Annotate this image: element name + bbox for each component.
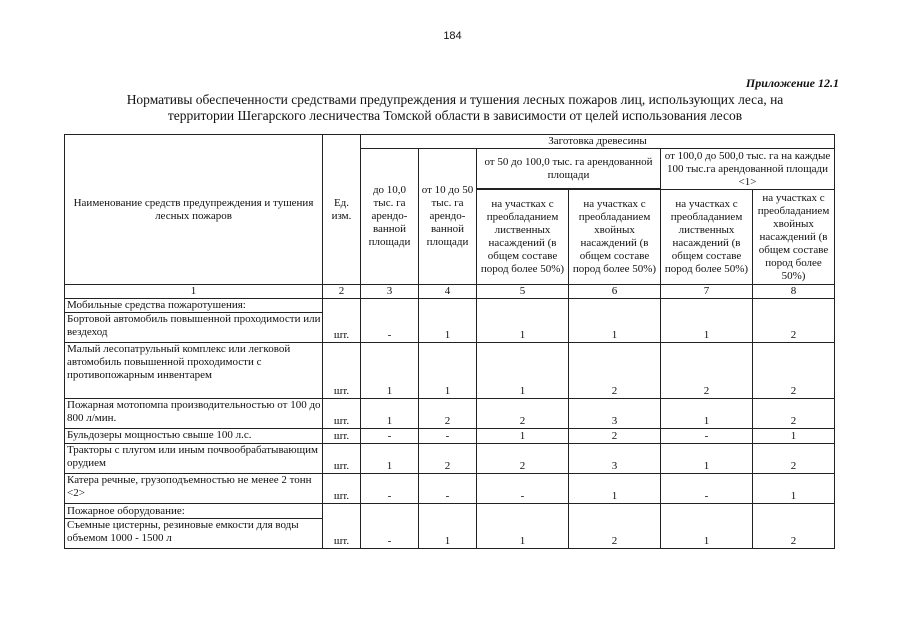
table-cell: - — [361, 429, 419, 444]
table-cell: 2 — [419, 444, 477, 474]
table-cell: 3 — [569, 399, 661, 429]
table-cell: 1 — [361, 343, 419, 399]
table-cell: 1 — [661, 299, 753, 343]
table-cell: 1 — [661, 504, 753, 549]
table-cell: - — [419, 474, 477, 504]
table-cell: - — [361, 474, 419, 504]
table-cell: 2 — [753, 343, 835, 399]
table-cell: 1 — [477, 299, 569, 343]
col-number: 2 — [323, 285, 361, 299]
table-cell: - — [661, 429, 753, 444]
header-name: Наименование средств предупреждения и тушения лесных пожаров — [65, 135, 323, 285]
table-cell: шт. — [323, 429, 361, 444]
header-col-4: от 10 до 50 тыс. га арендо-ванной площади — [419, 149, 477, 285]
table-cell: - — [419, 429, 477, 444]
table-row-name: Катера речные, грузоподъемностью не менее 2 тонн <2> — [65, 474, 323, 504]
title-line-2: территории Шегарского лесничества Томской области в зависимости от целей использования лесов — [167, 108, 743, 123]
header-unit: Ед. изм. — [323, 135, 361, 285]
table-cell: 1 — [477, 429, 569, 444]
table-row-name: Тракторы с плугом или иным почвообрабатывающим орудием — [65, 444, 323, 474]
col-number: 8 — [753, 285, 835, 299]
header-col-7: на участках с преобладанием лиственных насаждений (в общем составе пород более 50%) — [661, 190, 753, 285]
header-col-6: на участках с преобладанием хвойных насаждений (в общем составе пород более 50%) — [569, 190, 661, 285]
table-cell: 1 — [477, 504, 569, 549]
table-row-name: Бульдозеры мощностью свыше 100 л.с. — [65, 429, 323, 444]
table-cell: шт. — [323, 343, 361, 399]
table-cell: 1 — [419, 343, 477, 399]
table-cell: 1 — [661, 444, 753, 474]
table-cell: 1 — [419, 504, 477, 549]
header-col-3: до 10,0 тыс. га арендо-ванной площади — [361, 149, 419, 285]
table-cell: 2 — [753, 504, 835, 549]
document-title — [60, 92, 850, 124]
table-row — [65, 343, 835, 399]
table-cell: 1 — [569, 299, 661, 343]
table-cell: 2 — [661, 343, 753, 399]
table-row-name: Бортовой автомобиль повышенной проходимости или вездеход — [65, 313, 323, 343]
appendix-label: Приложение 12.1 — [745, 76, 839, 90]
col-number: 4 — [419, 285, 477, 299]
table-cell: 1 — [361, 444, 419, 474]
table-cell: 2 — [419, 399, 477, 429]
table-cell: - — [661, 474, 753, 504]
column-numbers-row — [65, 285, 835, 299]
table-cell: 1 — [753, 429, 835, 444]
col-number: 3 — [361, 285, 419, 299]
table-cell: шт. — [323, 444, 361, 474]
col-number: 1 — [65, 285, 323, 299]
table-cell: 1 — [661, 399, 753, 429]
table-cell: - — [361, 299, 419, 343]
header-group: Заготовка древесины — [361, 135, 835, 149]
table-cell: 2 — [477, 399, 569, 429]
section-heading-mobile: Мобильные средства пожаротушения: — [65, 299, 323, 313]
col-number: 5 — [477, 285, 569, 299]
table-row-name: Пожарная мотопомпа производительностью от 100 до 800 л/мин. — [65, 399, 323, 429]
table-cell: шт. — [323, 474, 361, 504]
table-cell: 1 — [569, 474, 661, 504]
table-cell: шт. — [323, 299, 361, 343]
section-heading-equipment: Пожарное оборудование: — [65, 504, 323, 519]
table-cell: 2 — [569, 504, 661, 549]
col-number: 7 — [661, 285, 753, 299]
header-col-8: на участках с преобладанием хвойных насаждений (в общем составе пород более 50%) — [753, 190, 835, 285]
page-number: 184 — [443, 30, 462, 42]
title-line-1: Нормативы обеспеченности средствами предупреждения и тушения лесных пожаров лиц, использующих леса, на — [126, 92, 784, 107]
table-cell: шт. — [323, 399, 361, 429]
header-col-5: на участках с преобладанием лиственных насаждений (в общем составе пород более 50%) — [477, 190, 569, 285]
col-number: 6 — [569, 285, 661, 299]
table-cell: 1 — [419, 299, 477, 343]
table-cell: 2 — [753, 399, 835, 429]
table-cell: - — [361, 504, 419, 549]
table-cell: 1 — [753, 474, 835, 504]
table-row — [65, 444, 835, 474]
table-cell: 3 — [569, 444, 661, 474]
table-cell: 2 — [569, 429, 661, 444]
table-cell: 2 — [477, 444, 569, 474]
norms-table — [64, 134, 835, 549]
table-cell: 2 — [753, 444, 835, 474]
table-cell: 1 — [477, 343, 569, 399]
table-row-name: Малый лесопатрульный комплекс или легковой автомобиль повышенной проходимости с противопожарным инвентарем — [65, 343, 323, 399]
table-cell: шт. — [323, 504, 361, 549]
header-group-78: от 100,0 до 500,0 тыс. га на каждые 100 тыс.га арендованной площади <1> — [661, 149, 835, 190]
table-cell: 1 — [361, 399, 419, 429]
table-row — [65, 474, 835, 504]
table-row-name: Съемные цистерны, резиновые емкости для воды объемом 1000 - 1500 л — [65, 519, 323, 549]
table-cell: 2 — [753, 299, 835, 343]
table-cell: 2 — [569, 343, 661, 399]
table-row — [65, 399, 835, 429]
table-row — [65, 429, 835, 444]
header-group-56: от 50 до 100,0 тыс. га арендованной площади — [477, 149, 661, 189]
table-cell: - — [477, 474, 569, 504]
